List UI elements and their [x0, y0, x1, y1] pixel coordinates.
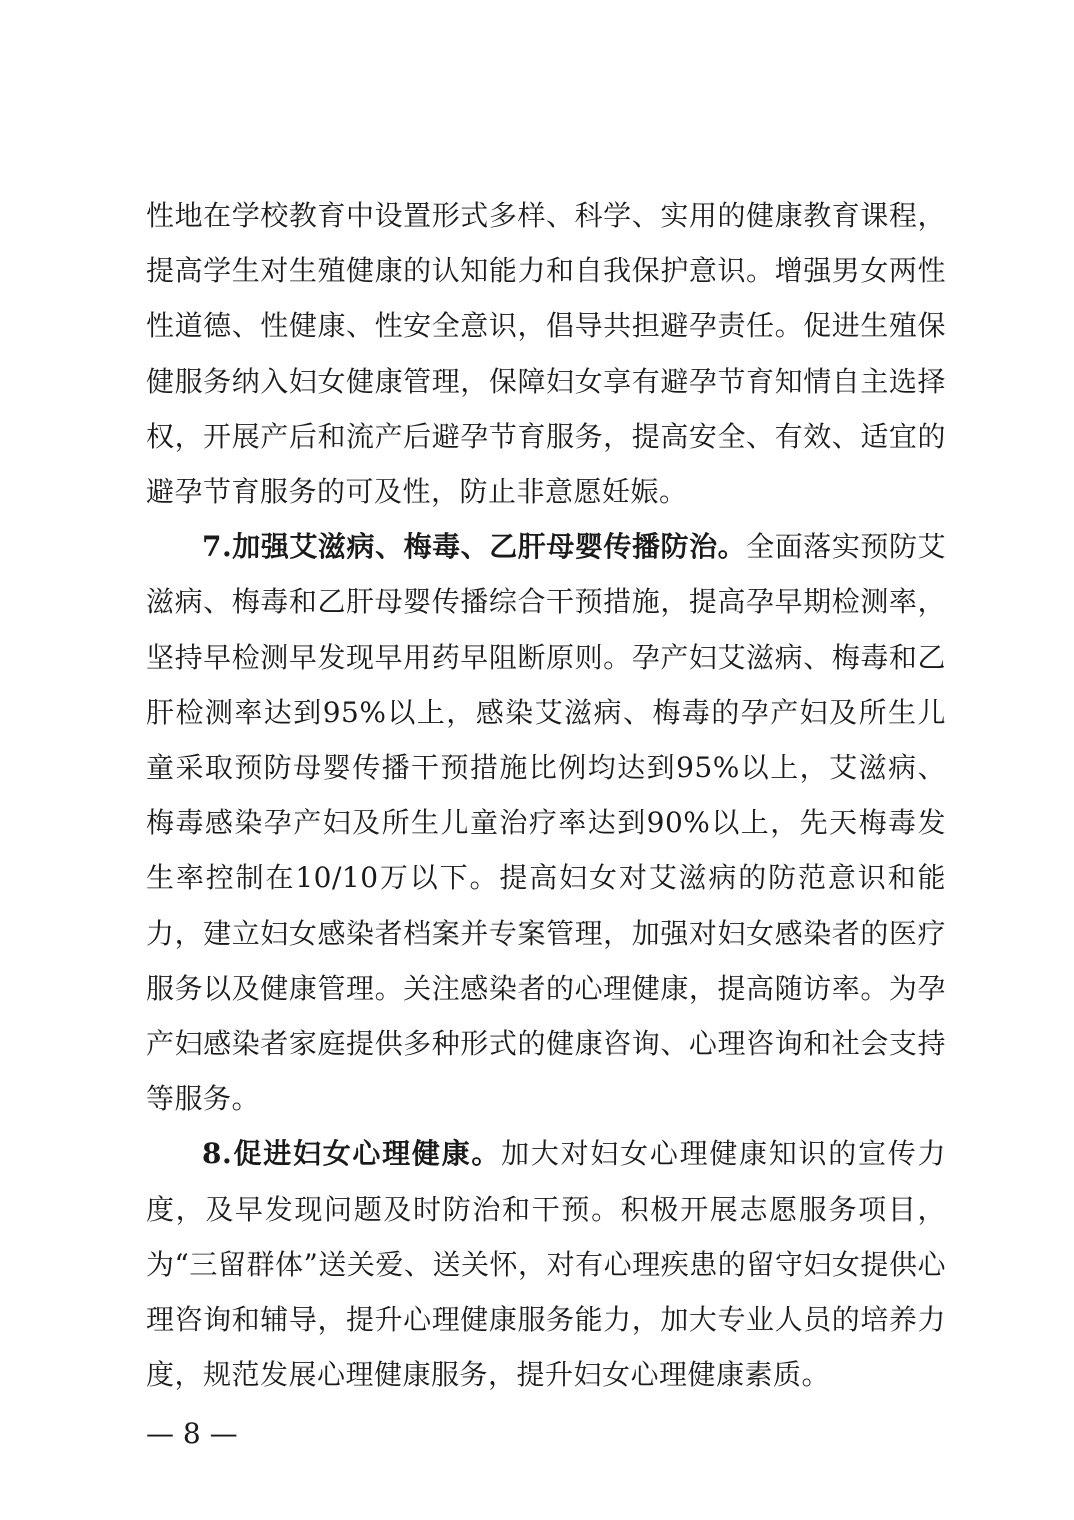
- paragraph-heading: 8.促进妇女心理健康。: [202, 1137, 502, 1171]
- paragraph-text: 全面落实预防艾滋病、梅毒和乙肝母婴传播综合干预措施，提高孕早期检测率，坚持早检测早发现早用药早阻断原则。孕产妇艾滋病、梅毒和乙肝检测率达到95%以上，感染艾滋病、梅毒的孕产妇及所生儿童采取预防母婴传播干预措施比例均达到95%以上，艾滋病、梅毒感染孕产妇及所生儿童治疗率达到90%以上，先天梅毒发生率控制在10/10万以下。提高妇女对艾滋病的防范意识和能力，建立妇女感染者档案并专案管理，加强对妇女感染者的医疗服务以及健康管理。关注感染者的心理健康，提高随访率。为孕产妇感染者家庭提供多种形式的健康咨询、心理咨询和社会支持等服务。: [146, 530, 946, 1116]
- paragraph-item-7: [146, 519, 946, 1126]
- document-body: [146, 188, 946, 1402]
- paragraph-text: 加大对妇女心理健康知识的宣传力度，及早发现问题及时防治和干预。积极开展志愿服务项目，为“三留群体”送关爱、送关怀，对有心理疾患的留守妇女提供心理咨询和辅导，提升心理健康服务能力，加大专业人员的培养力度，规范发展心理健康服务，提升妇女心理健康素质。: [146, 1137, 946, 1392]
- page-number: — 8 —: [146, 1417, 238, 1450]
- paragraph-text: 性地在学校教育中设置形式多样、科学、实用的健康教育课程，提高学生对生殖健康的认知能力和自我保护意识。增强男女两性性道德、性健康、性安全意识，倡导共担避孕责任。促进生殖保健服务纳入妇女健康管理，保障妇女享有避孕节育知情自主选择权，开展产后和流产后避孕节育服务，提高安全、有效、适宜的避孕节育服务的可及性，防止非意愿妊娠。: [146, 199, 946, 509]
- paragraph-heading: 7.加强艾滋病、梅毒、乙肝母婴传播防治。: [202, 530, 747, 564]
- paragraph-item-8: [146, 1126, 946, 1402]
- paragraph-continuation: [146, 188, 946, 519]
